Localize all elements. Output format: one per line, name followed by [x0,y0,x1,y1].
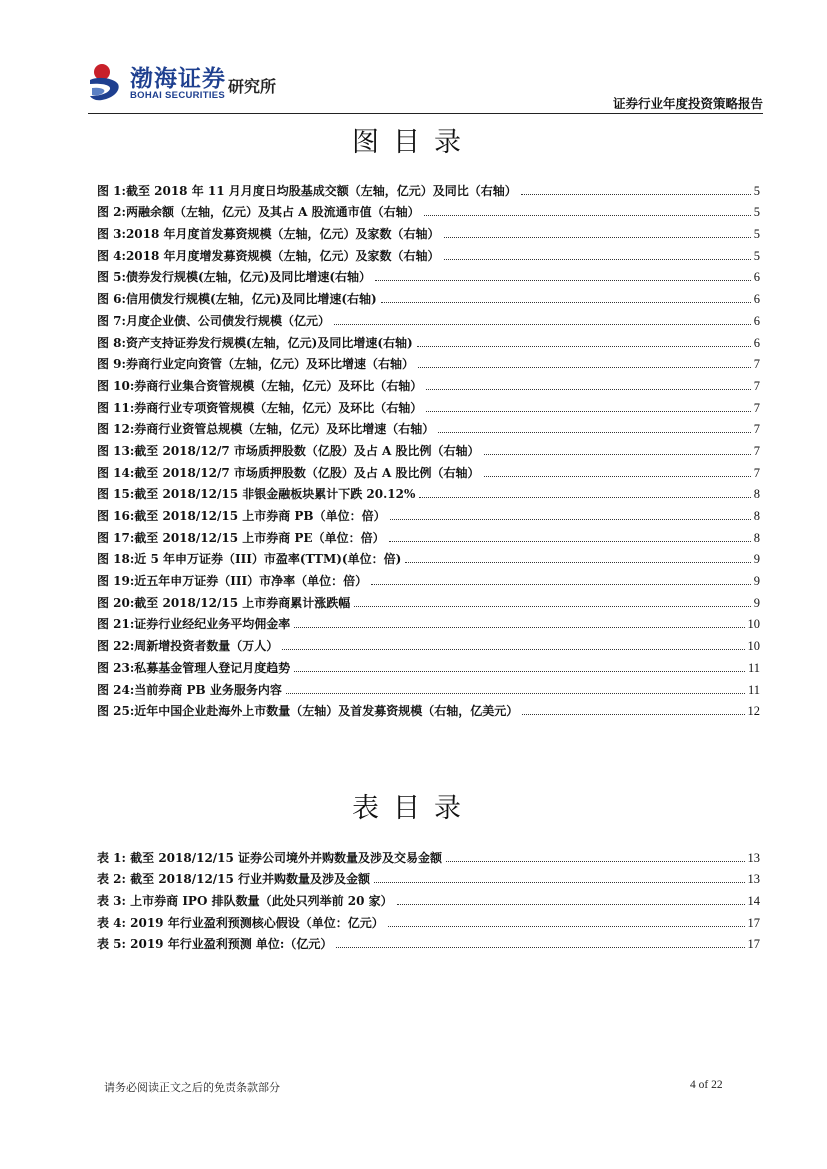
figure-toc-entry[interactable] [97,654,760,676]
figure-toc-entry-label: 图 7:月度企业债、公司债发行规模（亿元） [97,313,330,328]
brand-name-cn: 渤海证券 [130,66,226,92]
dot-leader [389,541,751,542]
figure-toc-entry[interactable] [97,220,760,242]
table-toc-entry[interactable] [97,866,760,888]
figure-toc-entry[interactable] [97,199,760,221]
figure-toc-entry-label: 图 2:两融余额（左轴，亿元）及其占 A 股流通市值（右轴） [97,205,420,220]
dot-leader [375,280,751,281]
dot-leader [521,194,751,195]
figure-toc-entry-page: 7 [753,357,760,372]
figure-toc-entry-page: 6 [753,335,760,350]
figure-toc-entry-label: 图 6:信用债发行规模(左轴，亿元)及同比增速(右轴) [97,292,377,307]
page-header [88,60,763,112]
figure-toc-entry-label: 图 1:截至 2018 年 11 月月度日均股基成交额（左轴，亿元）及同比（右轴） [97,183,517,198]
dot-leader [286,693,745,694]
footer-page-number: 4 of 22 [690,1079,723,1091]
table-toc-entry-page: 17 [747,937,760,952]
dot-leader [294,627,744,628]
figure-toc-entry[interactable] [97,546,760,568]
figure-toc-entry[interactable] [97,242,760,264]
dot-leader [419,497,750,498]
figure-toc-entry-label: 图 4:2018 年月度增发募资规模（左轴，亿元）及家数（右轴） [97,248,440,263]
table-toc-entry-label: 表 4: 2019 年行业盈利预测核心假设（单位：亿元） [97,915,384,930]
dot-leader [484,476,751,477]
dot-leader [388,926,745,927]
table-toc-entry-label: 表 3: 上市券商 IPO 排队数量（此处只列举前 20 家） [97,894,393,909]
dot-leader [417,346,751,347]
figure-toc-entry[interactable] [97,329,760,351]
figure-toc-entry-page: 7 [753,378,760,393]
table-toc-entry-page: 14 [747,894,760,909]
table-toc-entry[interactable] [97,844,760,866]
figure-toc-entry-label: 图 3:2018 年月度首发募资规模（左轴，亿元）及家数（右轴） [97,227,440,242]
dot-leader [424,215,751,216]
table-toc-entry[interactable] [97,931,760,953]
figure-toc-entry[interactable] [97,307,760,329]
figure-toc-entry-page: 7 [753,400,760,415]
figure-toc-entry-page: 8 [753,509,760,523]
table-toc-entry-page: 13 [747,850,760,865]
figure-toc-entry[interactable] [97,502,760,524]
institute-label: 研究所 [228,77,277,96]
dot-leader [390,519,751,520]
dot-leader [354,606,751,607]
figure-toc-entry-label: 图 8:资产支持证券发行规模(左轴，亿元)及同比增速(右轴) [97,335,413,350]
figure-toc-entry-page: 6 [753,313,760,328]
tables-toc-list [97,844,760,952]
figure-toc-entry-page: 9 [753,595,760,610]
figure-toc-entry-label: 图 12:券商行业资管总规模（左轴，亿元）及环比增速（右轴） [97,422,435,437]
figure-toc-entry[interactable] [97,285,760,307]
figure-toc-entry-page: 6 [753,292,760,307]
figure-toc-entry-page: 7 [753,443,760,458]
figure-toc-entry[interactable] [97,459,760,481]
table-toc-entry-label: 表 2: 截至 2018/12/15 行业并购数量及涉及金额 [97,872,371,887]
figure-toc-entry[interactable] [97,394,760,416]
dot-leader [446,861,744,862]
report-title: 证券行业年度投资策略报告 [612,96,763,111]
figure-toc-entry[interactable] [97,351,760,373]
table-toc-entry[interactable] [97,909,760,931]
dot-leader [282,649,744,650]
dot-leader [438,432,750,433]
figure-toc-entry-label: 图 23:私募基金管理人登记月度趋势 [97,660,291,675]
figure-toc-entry-label: 图 19:近五年申万证券（III）市净率（单位：倍） [97,574,368,589]
dot-leader [381,302,751,303]
figures-toc-list [97,177,760,719]
figure-toc-entry-label: 图 20:截至 2018/12/15 上市券商累计涨跌幅 [97,595,351,610]
figure-toc-entry-page: 11 [747,660,760,675]
dot-leader [444,259,751,260]
figure-toc-entry[interactable] [97,416,760,438]
figures-toc-title: 图目录 [352,127,475,158]
tables-toc-title: 表目录 [352,793,475,824]
dot-leader [294,671,745,672]
figure-toc-entry-page: 5 [753,248,760,263]
dot-leader [522,714,744,715]
figure-toc-entry[interactable] [97,481,760,503]
figure-toc-entry[interactable] [97,177,760,199]
table-toc-entry[interactable] [97,887,760,909]
dot-leader [418,367,751,368]
header-divider [88,113,763,114]
figure-toc-entry[interactable] [97,567,760,589]
figure-toc-entry[interactable] [97,589,760,611]
figure-toc-entry[interactable] [97,611,760,633]
figure-toc-entry-page: 6 [753,270,760,285]
figure-toc-entry-label: 图 11:券商行业专项资管规模（左轴，亿元）及环比（右轴） [97,400,423,415]
figure-toc-entry[interactable] [97,372,760,394]
figure-toc-entry-page: 8 [753,530,760,545]
figure-toc-entry-page: 7 [753,465,760,480]
figure-toc-entry-label: 图 9:券商行业定向资管（左轴，亿元）及环比增速（右轴） [97,357,414,372]
dot-leader [374,882,744,883]
dot-leader [336,947,744,948]
figure-toc-entry-label: 图 16:截至 2018/12/15 上市券商 PB（单位：倍） [97,509,386,523]
table-toc-entry-label: 表 5: 2019 年行业盈利预测 单位:（亿元） [97,937,333,952]
dot-leader [405,562,750,563]
table-toc-entry-page: 13 [747,872,760,887]
figure-toc-entry-page: 9 [753,552,760,567]
figure-toc-entry[interactable] [97,676,760,698]
figure-toc-entry-page: 7 [753,422,760,437]
figure-toc-entry-label: 图 17:截至 2018/12/15 上市券商 PE（单位：倍） [97,530,385,545]
figure-toc-entry-label: 图 22:周新增投资者数量（万人） [97,639,279,654]
figure-toc-entry-page: 10 [747,617,760,632]
figure-toc-entry-label: 图 10:券商行业集合资管规模（左轴，亿元）及环比（右轴） [97,378,423,393]
figure-toc-entry[interactable] [97,698,760,720]
dot-leader [334,324,751,325]
dot-leader [426,389,750,390]
figure-toc-entry-page: 8 [753,487,760,502]
dot-leader [444,237,751,238]
figure-toc-entry-page: 12 [747,704,760,719]
figure-toc-entry-page: 9 [753,574,760,589]
table-toc-entry-page: 17 [747,915,760,930]
table-toc-entry-label: 表 1: 截至 2018/12/15 证券公司境外并购数量及涉及交易金额 [97,850,443,865]
dot-leader [484,454,751,455]
figure-toc-entry[interactable] [97,632,760,654]
figure-toc-entry[interactable] [97,264,760,286]
figure-toc-entry-label: 图 13:截至 2018/12/7 市场质押股数（亿股）及占 A 股比例（右轴） [97,443,480,458]
figure-toc-entry-page: 5 [753,227,760,242]
figure-toc-entry[interactable] [97,437,760,459]
figure-toc-entry-label: 图 5:债券发行规模(左轴，亿元)及同比增速(右轴） [97,270,371,285]
figure-toc-entry-label: 图 15:截至 2018/12/15 非银金融板块累计下跌 20.12% [97,487,416,502]
dot-leader [371,584,751,585]
dot-leader [397,904,745,905]
figure-toc-entry[interactable] [97,524,760,546]
figure-toc-entry-label: 图 18:近 5 年申万证券（III）市盈率(TTM)(单位：倍) [97,552,402,567]
figure-toc-entry-page: 5 [753,205,760,220]
figure-toc-entry-label: 图 24:当前券商 PB 业务服务内容 [97,682,282,697]
figure-toc-entry-page: 11 [747,682,760,697]
figure-toc-entry-label: 图 21:证券行业经纪业务平均佣金率 [97,617,291,632]
figure-toc-entry-page: 5 [753,183,760,198]
figure-toc-entry-label: 图 14:截至 2018/12/7 市场质押股数（亿股）及占 A 股比例（右轴） [97,465,480,480]
bohai-logo-icon [88,62,122,102]
figure-toc-entry-page: 10 [747,639,760,654]
dot-leader [426,411,750,412]
figure-toc-entry-label: 图 25:近年中国企业赴海外上市数量（左轴）及首发募资规模（右轴，亿美元） [97,704,519,719]
brand-name-en: BOHAI SECURITIES [130,90,226,101]
footer-disclaimer: 请务必阅读正文之后的免责条款部分 [104,1081,280,1094]
